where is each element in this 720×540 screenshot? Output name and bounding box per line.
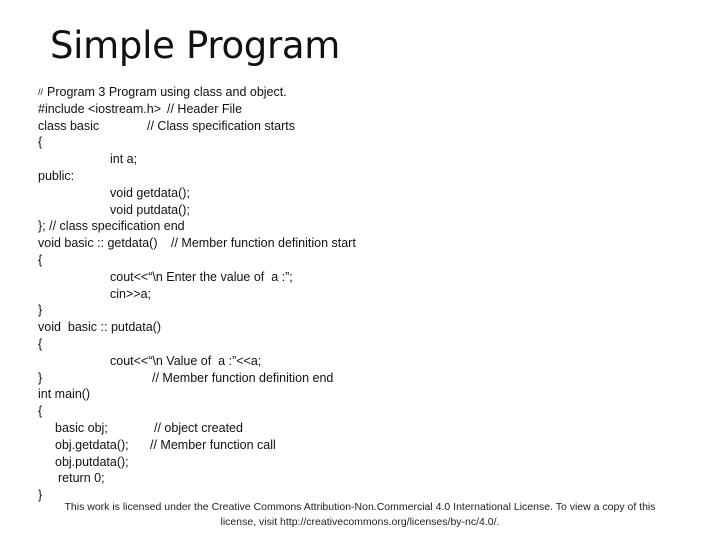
open-brace: { (38, 252, 43, 267)
getdata-definition: void basic :: getdata() (38, 236, 158, 251)
getdata-definition-comment: // Member function definition start (171, 236, 356, 251)
class-declaration: class basic (38, 118, 100, 133)
call-comment: // Member function call (150, 437, 276, 452)
code-line-21 (38, 420, 678, 437)
getdata-call: obj.getdata(); (55, 437, 129, 452)
code-line-19 (38, 386, 678, 403)
code-comment-header: Program 3 Program using class and object. (47, 85, 287, 99)
code-line-22 (38, 437, 678, 454)
object-declaration: basic obj; (55, 420, 108, 435)
getdata-declaration: void getdata(); (110, 185, 190, 200)
comment-marker: // (38, 87, 44, 97)
code-line-10 (38, 235, 678, 252)
slide-title: Simple Program (50, 24, 341, 67)
include-comment: // Header File (167, 101, 243, 116)
open-brace: { (38, 336, 43, 351)
code-line-14 (38, 302, 678, 319)
open-brace: { (38, 404, 43, 419)
license-line-1: This work is licensed under the Creative Commons Attribution-Non.Commercial 4.0 International License. To view a copy of this (64, 501, 656, 513)
open-brace: { (38, 135, 43, 150)
cin-statement: cin>>a; (110, 286, 152, 301)
class-end: }; // class specification end (38, 219, 185, 234)
code-line-23 (38, 454, 678, 471)
main-declaration: int main() (38, 387, 91, 402)
include-directive: #include <iostream.h> (38, 101, 161, 116)
close-brace: } (38, 303, 43, 318)
code-line-6 (38, 168, 678, 185)
code-line-20 (38, 403, 678, 420)
code-line-1 (38, 84, 678, 101)
code-line-12 (38, 269, 678, 286)
class-comment: // Class specification starts (147, 118, 295, 133)
code-line-4 (38, 134, 678, 151)
putdata-call: obj.putdata(); (55, 454, 129, 469)
code-line-9 (38, 218, 678, 235)
putdata-definition: void basic :: putdata() (38, 320, 161, 335)
putdata-end-comment: // Member function definition end (152, 370, 334, 385)
close-brace: } (38, 488, 43, 503)
code-listing (38, 84, 678, 504)
code-line-2 (38, 101, 678, 118)
code-line-5 (38, 151, 678, 168)
public-label: public: (38, 168, 75, 183)
code-line-11 (38, 252, 678, 269)
cout-prompt-statement: cout<<“\n Enter the value of a :”; (110, 269, 293, 284)
license-notice (40, 500, 680, 530)
license-line-2: license, visit http://creativecommons.org/licenses/by-nc/4.0/. (220, 516, 500, 528)
code-line-7 (38, 185, 678, 202)
putdata-declaration: void putdata(); (110, 202, 190, 217)
code-line-18 (38, 370, 678, 387)
code-line-17 (38, 353, 678, 370)
code-line-8 (38, 202, 678, 219)
code-line-24 (38, 470, 678, 487)
code-line-13 (38, 286, 678, 303)
cout-value-statement: cout<<“\n Value of a :”<<a; (110, 353, 262, 368)
code-line-15 (38, 319, 678, 336)
return-statement: return 0; (58, 471, 105, 486)
code-line-16 (38, 336, 678, 353)
close-brace: } (38, 370, 43, 385)
object-comment: // object created (154, 420, 243, 435)
member-variable: int a; (110, 152, 138, 167)
code-line-3 (38, 118, 678, 135)
